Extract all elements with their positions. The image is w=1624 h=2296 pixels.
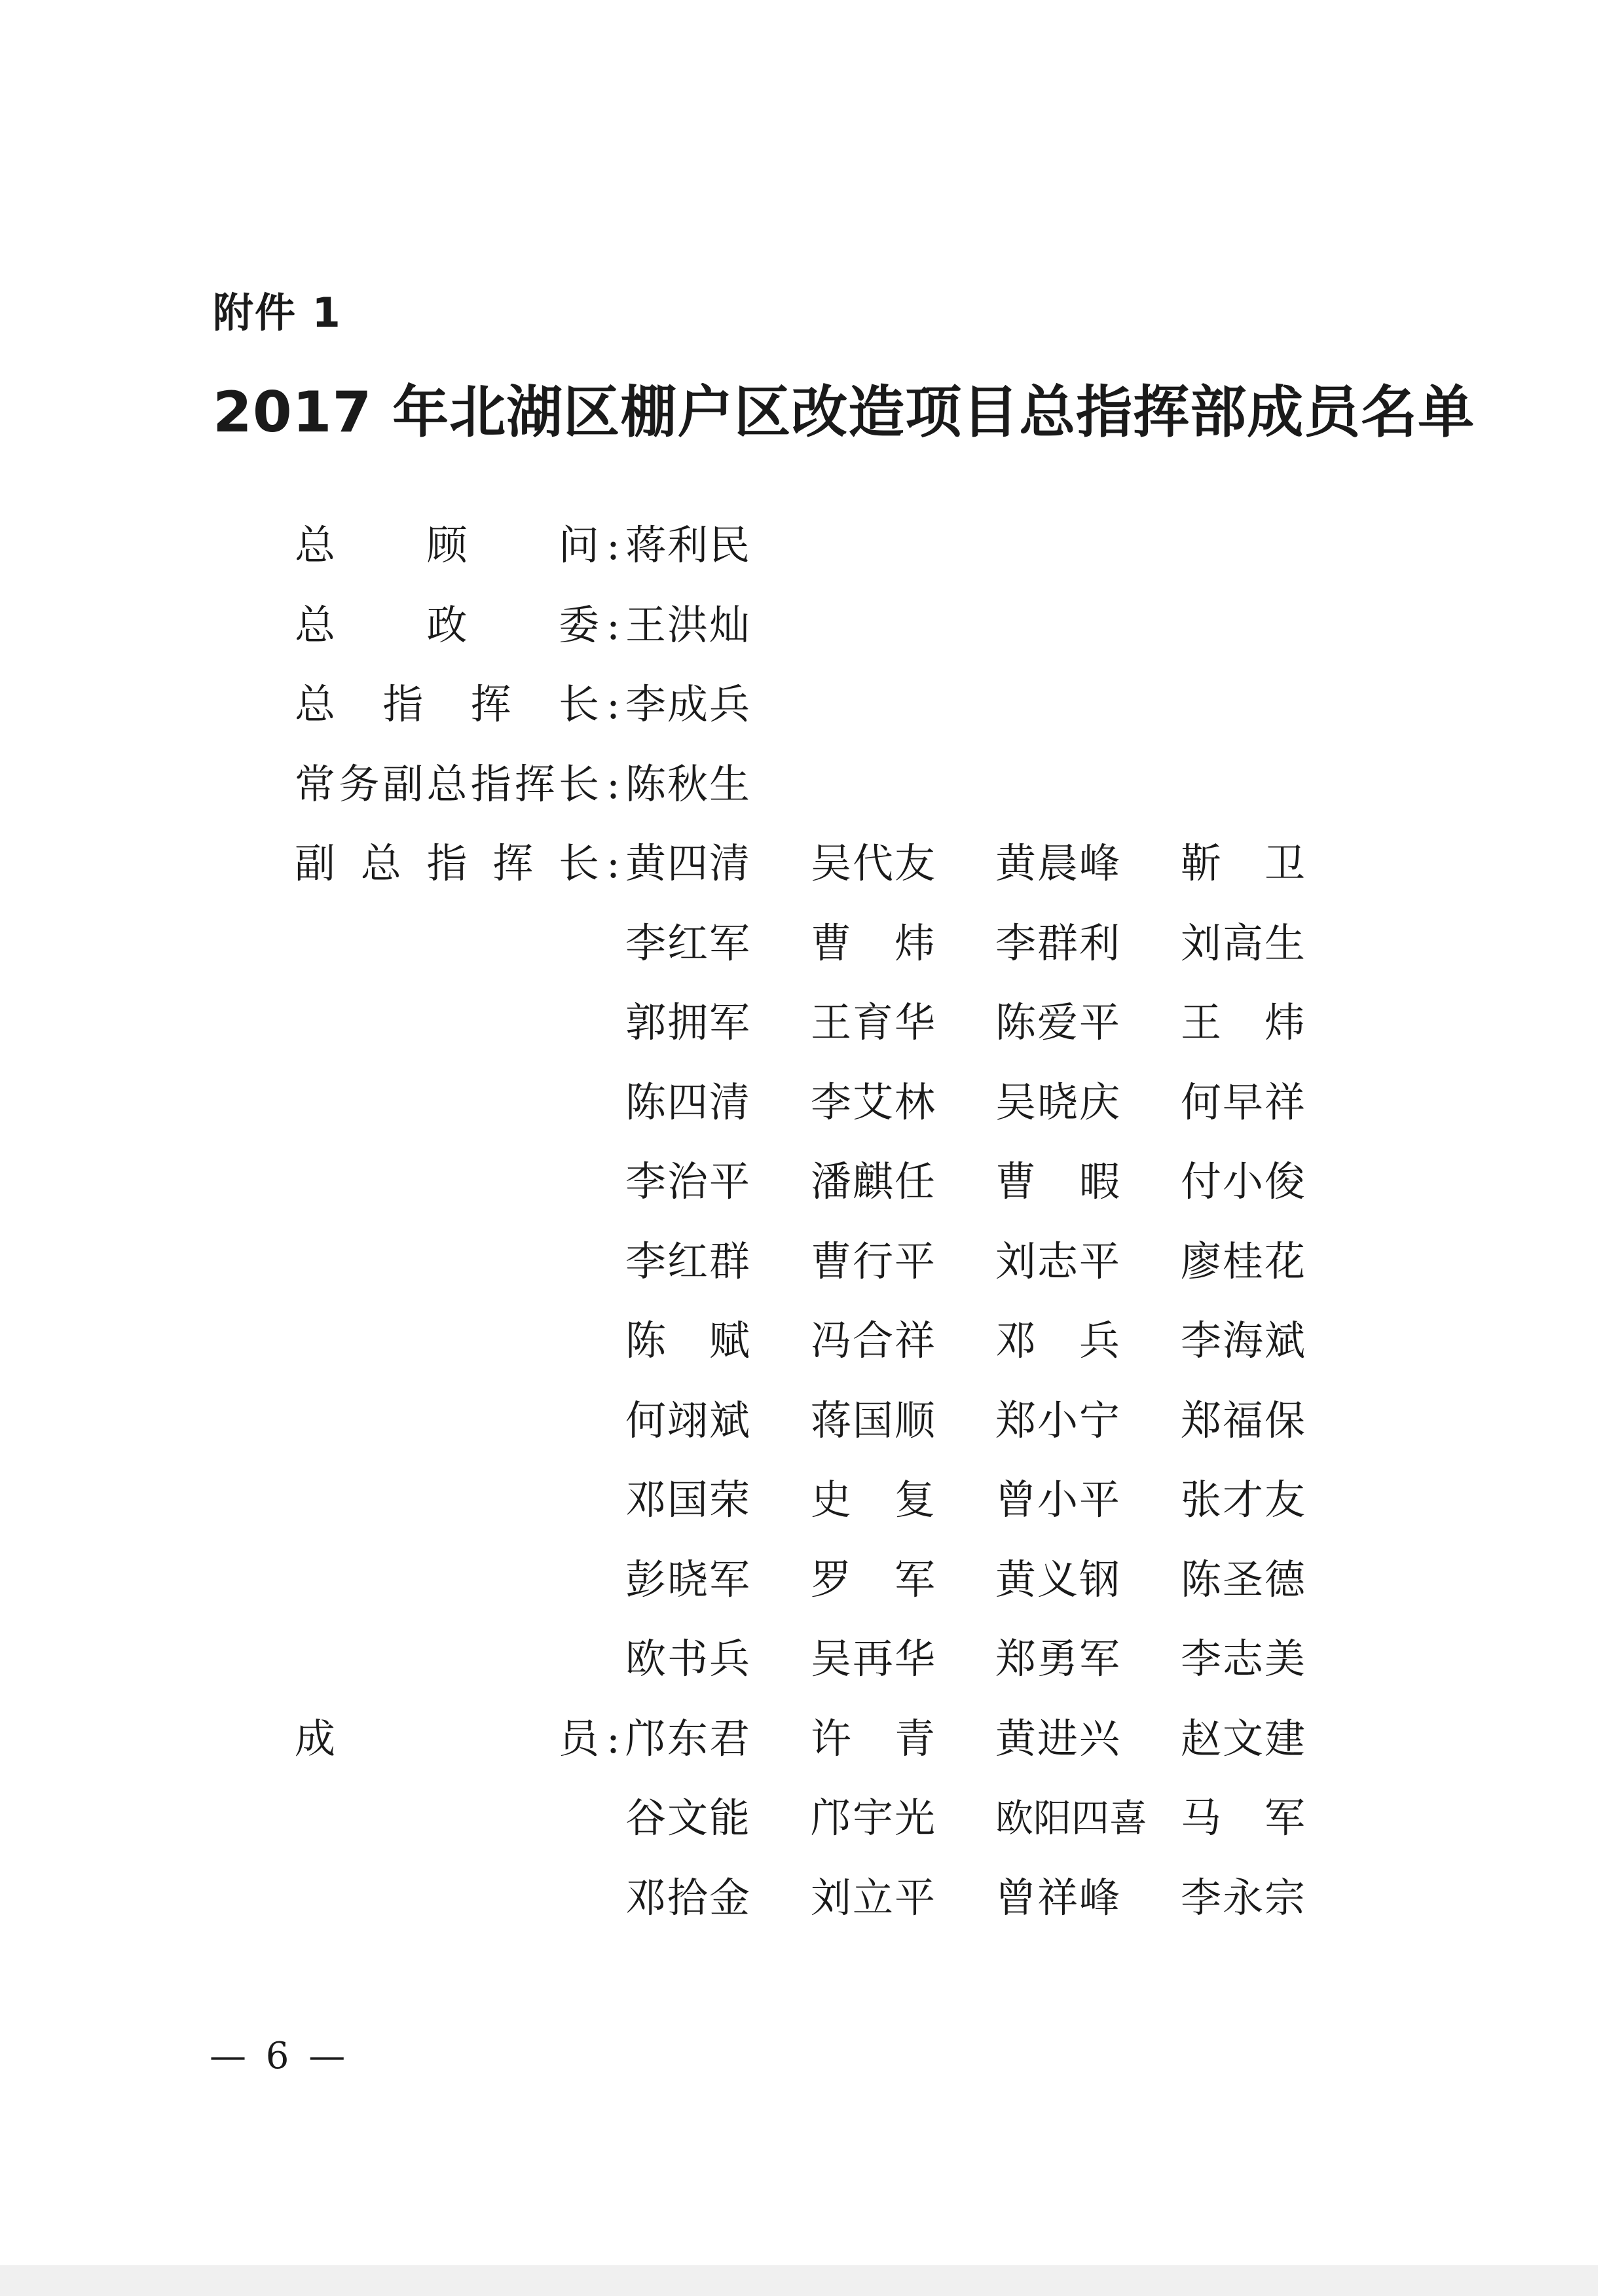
role-row xyxy=(0,917,1624,970)
role-row xyxy=(0,519,1624,572)
member-name: 陈 爱 平 xyxy=(995,998,1120,1046)
role-label xyxy=(295,599,629,651)
role-colon: : xyxy=(606,1714,620,1762)
role-row xyxy=(0,1474,1624,1526)
member-name: 刘 立 平 xyxy=(811,1873,935,1922)
role-row xyxy=(0,599,1624,651)
member-name: 刘 志 平 xyxy=(995,1237,1120,1285)
member-name: 曹 行 平 xyxy=(811,1237,935,1285)
role-colon: : xyxy=(606,839,620,887)
role-row xyxy=(0,1872,1624,1924)
member-name: 史 复 xyxy=(811,1476,935,1523)
role-row xyxy=(0,1792,1624,1844)
member-name: 吴 再 华 xyxy=(811,1635,935,1683)
page-number: — 6 — xyxy=(210,2035,350,2077)
member-name: 廖 桂 花 xyxy=(1181,1237,1305,1285)
role-row xyxy=(0,758,1624,811)
member-name: 马 军 xyxy=(1181,1794,1305,1842)
role-row xyxy=(0,1554,1624,1606)
member-name: 黄 四 清 xyxy=(625,839,750,887)
document-title: 2017 年北湖区棚户区改造项目总指挥部成员名单 xyxy=(213,380,1475,445)
member-name: 黄 晨 峰 xyxy=(995,839,1120,887)
member-name: 李 成 兵 xyxy=(625,680,750,728)
role-title: 成 员 xyxy=(295,1714,599,1762)
member-name: 赵 文 建 xyxy=(1181,1714,1305,1762)
role-row xyxy=(0,1235,1624,1288)
role-label xyxy=(295,837,629,890)
role-colon: : xyxy=(606,680,620,728)
role-row xyxy=(0,1315,1624,1367)
member-name: 彭 晓 军 xyxy=(625,1555,750,1603)
scan-bottom-strip xyxy=(0,2265,1598,2296)
member-name: 郑 福 保 xyxy=(1181,1396,1305,1444)
member-name: 曹 炜 xyxy=(811,919,935,967)
member-name: 邓 拾 金 xyxy=(625,1873,750,1922)
member-name: 欧 阳 四 喜 xyxy=(995,1796,1148,1840)
role-title: 常 务 副 总 指 挥 长 xyxy=(295,759,599,808)
member-name: 李 永 宗 xyxy=(1181,1873,1305,1922)
member-name: 许 青 xyxy=(811,1714,935,1762)
member-name: 蒋 国 顺 xyxy=(811,1396,935,1444)
member-name: 王 洪 灿 xyxy=(625,600,750,649)
member-name: 李 治 平 xyxy=(625,1157,750,1205)
member-name: 邓 兵 xyxy=(995,1317,1120,1364)
member-name: 李 红 群 xyxy=(625,1237,750,1285)
member-name: 邝 宇 光 xyxy=(811,1794,935,1842)
member-name: 付 小 俊 xyxy=(1181,1157,1305,1205)
member-name: 郑 小 宁 xyxy=(995,1396,1120,1444)
role-colon: : xyxy=(606,759,620,808)
role-title: 总 顾 问 xyxy=(295,521,599,569)
member-name: 郑 勇 军 xyxy=(995,1635,1120,1683)
member-name: 欧 书 兵 xyxy=(625,1635,750,1683)
member-name: 靳 卫 xyxy=(1181,839,1305,887)
role-title: 总 指 挥 长 xyxy=(295,680,599,728)
member-name: 曹 暇 xyxy=(995,1157,1120,1205)
member-name: 李 艾 林 xyxy=(811,1078,935,1126)
member-name: 陈 圣 德 xyxy=(1181,1555,1305,1603)
role-label xyxy=(295,1713,629,1765)
member-name: 曾 小 平 xyxy=(995,1476,1120,1523)
member-name: 王 炜 xyxy=(1181,998,1305,1046)
member-name: 曾 祥 峰 xyxy=(995,1873,1120,1922)
role-row xyxy=(0,678,1624,731)
member-name: 李 红 军 xyxy=(625,919,750,967)
role-label xyxy=(295,678,629,731)
member-name: 陈 赋 xyxy=(625,1317,750,1364)
role-row xyxy=(0,1076,1624,1129)
role-title: 总 政 委 xyxy=(295,600,599,649)
member-name: 蒋 利 民 xyxy=(625,521,750,569)
member-name: 陈 四 清 xyxy=(625,1078,750,1126)
member-name: 李 志 美 xyxy=(1181,1635,1305,1683)
role-row xyxy=(0,1394,1624,1447)
role-colon: : xyxy=(606,600,620,649)
role-row xyxy=(0,837,1624,890)
member-name: 吴 晓 庆 xyxy=(995,1078,1120,1126)
role-title: 副 总 指 挥 长 xyxy=(295,839,599,887)
member-name: 谷 文 能 xyxy=(625,1794,750,1842)
member-name: 李 海 斌 xyxy=(1181,1317,1305,1364)
member-name: 潘 麒 任 xyxy=(811,1157,935,1205)
member-name: 王 育 华 xyxy=(811,998,935,1046)
role-row xyxy=(0,996,1624,1049)
member-name: 邝 东 君 xyxy=(625,1714,750,1762)
member-name: 何 翊 斌 xyxy=(625,1396,750,1444)
attachment-label: 附件 1 xyxy=(213,289,342,337)
member-name: 张 才 友 xyxy=(1181,1476,1305,1523)
member-name: 刘 高 生 xyxy=(1181,919,1305,967)
member-name: 邓 国 荣 xyxy=(625,1476,750,1523)
role-colon: : xyxy=(606,521,620,569)
role-label xyxy=(295,758,629,811)
member-name: 黄 义 钢 xyxy=(995,1555,1120,1603)
member-name: 何 早 祥 xyxy=(1181,1078,1305,1126)
member-name: 黄 进 兴 xyxy=(995,1714,1120,1762)
role-label xyxy=(295,519,629,572)
member-name: 罗 军 xyxy=(811,1555,935,1603)
role-row xyxy=(0,1156,1624,1208)
member-name: 陈 秋 生 xyxy=(625,759,750,808)
member-name: 冯 合 祥 xyxy=(811,1317,935,1364)
member-name: 李 群 利 xyxy=(995,919,1120,967)
member-name: 吴 代 友 xyxy=(811,839,935,887)
member-name: 郭 拥 军 xyxy=(625,998,750,1046)
role-row xyxy=(0,1633,1624,1685)
role-row xyxy=(0,1713,1624,1765)
